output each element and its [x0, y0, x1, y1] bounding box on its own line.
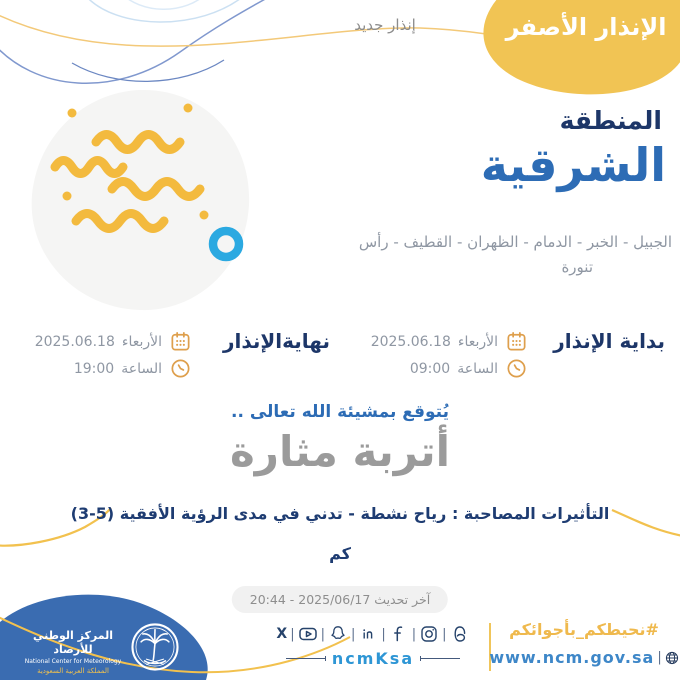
handle-line-right — [420, 658, 460, 659]
clock-icon — [169, 357, 192, 380]
region-name: الشرقية — [480, 138, 666, 192]
youtube-icon[interactable] — [298, 624, 318, 644]
separator: | — [411, 626, 417, 642]
linkedin-icon[interactable] — [358, 624, 378, 644]
separator: | — [442, 626, 447, 642]
website-row — [489, 648, 674, 667]
region-label: المنطقة — [559, 106, 662, 135]
forecast-intro: يُتوقع بمشيئة الله تعالى .. — [231, 402, 449, 422]
cities-list: الجبيل - الخبر - الدمام - الظهران - القطيف - رأس — [358, 233, 672, 251]
cities-list-continued: تنورة — [561, 258, 593, 276]
handle-line-left — [286, 658, 326, 659]
new-alert-label: إنذار جديد — [354, 16, 416, 34]
clock-icon — [505, 357, 528, 380]
campaign-hashtag[interactable]: #نحيطكم_بأجوائكم — [509, 620, 659, 639]
alert-start-time-row — [410, 357, 528, 380]
alert-end-date-row — [35, 330, 192, 353]
social-icons-row — [258, 621, 488, 647]
alert-start-date-row — [371, 330, 528, 353]
alert-end-title: نهايةالإنذار — [222, 329, 330, 353]
ncm-logo-text — [20, 629, 126, 675]
alert-level-banner: الإنذار الأصفر — [505, 13, 667, 41]
separator: | — [320, 626, 325, 642]
separator: | — [657, 650, 662, 665]
alert-end-time: 19:00 — [73, 360, 115, 377]
social-handle[interactable]: ncmKsa — [331, 649, 415, 668]
ncm-name-arabic: المركز الوطني للأرصاد — [33, 629, 113, 656]
facebook-icon[interactable] — [389, 624, 409, 644]
ncm-name-english: National Center for Meteorology — [24, 657, 122, 665]
snapchat-icon[interactable] — [328, 624, 348, 644]
globe-icon — [665, 651, 679, 665]
instagram-icon[interactable] — [419, 624, 439, 644]
social-handle-row — [258, 649, 488, 668]
alert-start-time: 09:00 — [409, 360, 451, 377]
calendar-icon — [505, 330, 528, 353]
separator: | — [290, 626, 295, 642]
effects-unit: كم — [329, 544, 351, 563]
alert-end-date: 2025.06.18 — [34, 333, 115, 350]
alert-end-day: الأربعاء — [121, 333, 162, 350]
last-update-badge: آخر تحديث 2025/06/17 - 20:44 — [232, 586, 448, 613]
phenomenon: أتربة مثارة — [229, 427, 451, 476]
calendar-icon — [169, 330, 192, 353]
alert-start-title: بداية الإنذار — [553, 329, 665, 353]
separator: | — [351, 626, 356, 642]
alert-start-hour-label: الساعة — [457, 360, 498, 377]
ncm-emblem-icon — [129, 621, 181, 673]
alert-end-hour-label: الساعة — [121, 360, 162, 377]
x-twitter-icon[interactable]: X — [276, 626, 288, 642]
alert-start-date: 2025.06.18 — [370, 333, 451, 350]
alert-start-day: الأربعاء — [457, 333, 498, 350]
ncm-kingdom-label: المملكة العربية السعودية — [37, 667, 109, 676]
threads-icon[interactable] — [450, 624, 470, 644]
alert-end-time-row — [74, 357, 192, 380]
effects-line: التأثيرات المصاحبة : رياح نشطة - تدني في مدى الرؤية الأفقية (5-3) — [70, 504, 610, 523]
website-url[interactable]: www.ncm.gov.sa — [489, 648, 655, 667]
separator: | — [381, 626, 386, 642]
